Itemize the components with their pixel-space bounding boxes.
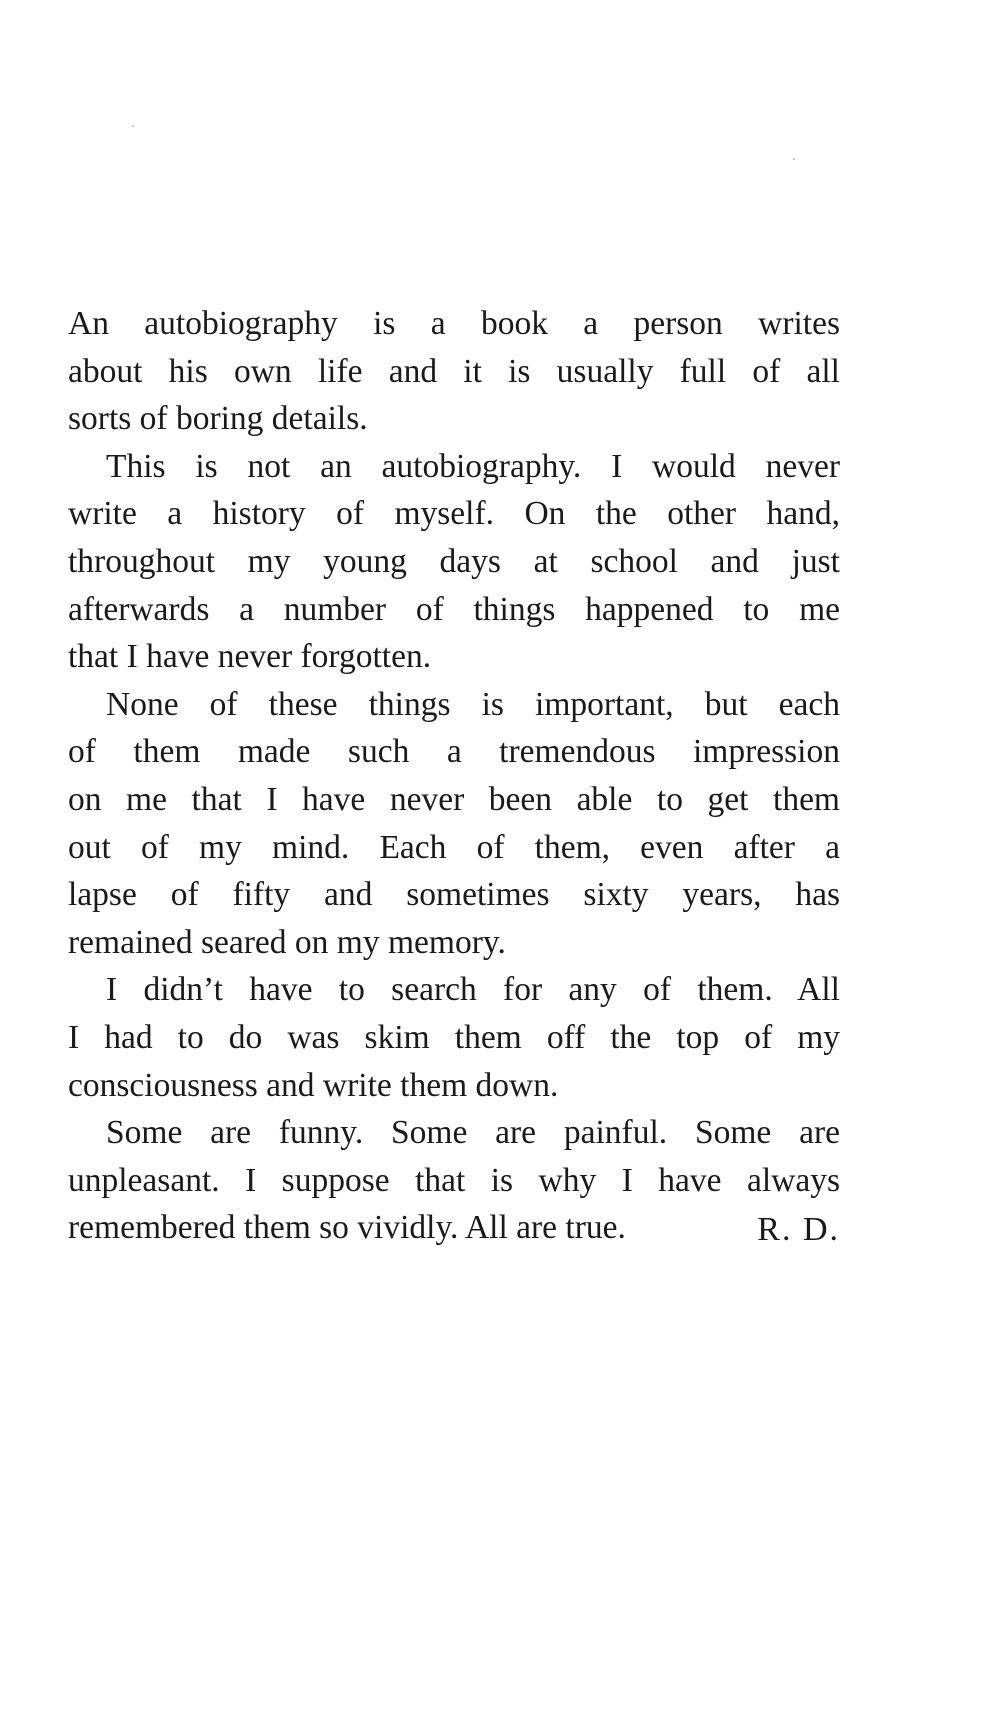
text-line: afterwards a number of things happened to me [68, 590, 840, 628]
text-line: None of these things is important, but each [106, 685, 840, 723]
text-line: write a history of myself. On the other hand, [68, 495, 840, 533]
text-line: This is not an autobiography. I would never [106, 447, 840, 485]
text-line: out of my mind. Each of them, even after a [68, 828, 840, 866]
paragraph-2 [68, 443, 840, 681]
paragraph-4 [68, 966, 840, 1109]
author-initials: R. D. [757, 1211, 840, 1248]
text-line: sorts of boring details. [68, 400, 368, 438]
text-line: Some are funny. Some are painful. Some are [106, 1114, 840, 1152]
text-line: on me that I have never been able to get them [68, 780, 840, 818]
text-line: throughout my young days at school and just [68, 542, 840, 580]
text-line: that I have never forgotten. [68, 638, 432, 676]
text-line: An autobiography is a book a person writes [68, 305, 840, 342]
text-line: of them made such a tremendous impression [68, 733, 840, 771]
paragraph-1 [68, 300, 840, 443]
text-line: lapse of fifty and sometimes sixty years, has [68, 876, 840, 914]
scan-speck [793, 158, 795, 160]
text-line: remained seared on my memory. [68, 923, 506, 961]
text-line: remembered them so vividly. All are true. [68, 1209, 626, 1247]
text-line: unpleasant. I suppose that is why I have always [68, 1161, 840, 1199]
scan-speck [132, 125, 134, 127]
paragraph-3 [68, 681, 840, 967]
page-body [68, 300, 840, 1252]
paragraph-5 [68, 1109, 840, 1252]
text-line: consciousness and write them down. [68, 1066, 559, 1104]
text-line: about his own life and it is usually full of all [68, 352, 840, 390]
text-line: I didn’t have to search for any of them. All [106, 971, 840, 1009]
text-line: I had to do was skim them off the top of my [68, 1018, 840, 1056]
